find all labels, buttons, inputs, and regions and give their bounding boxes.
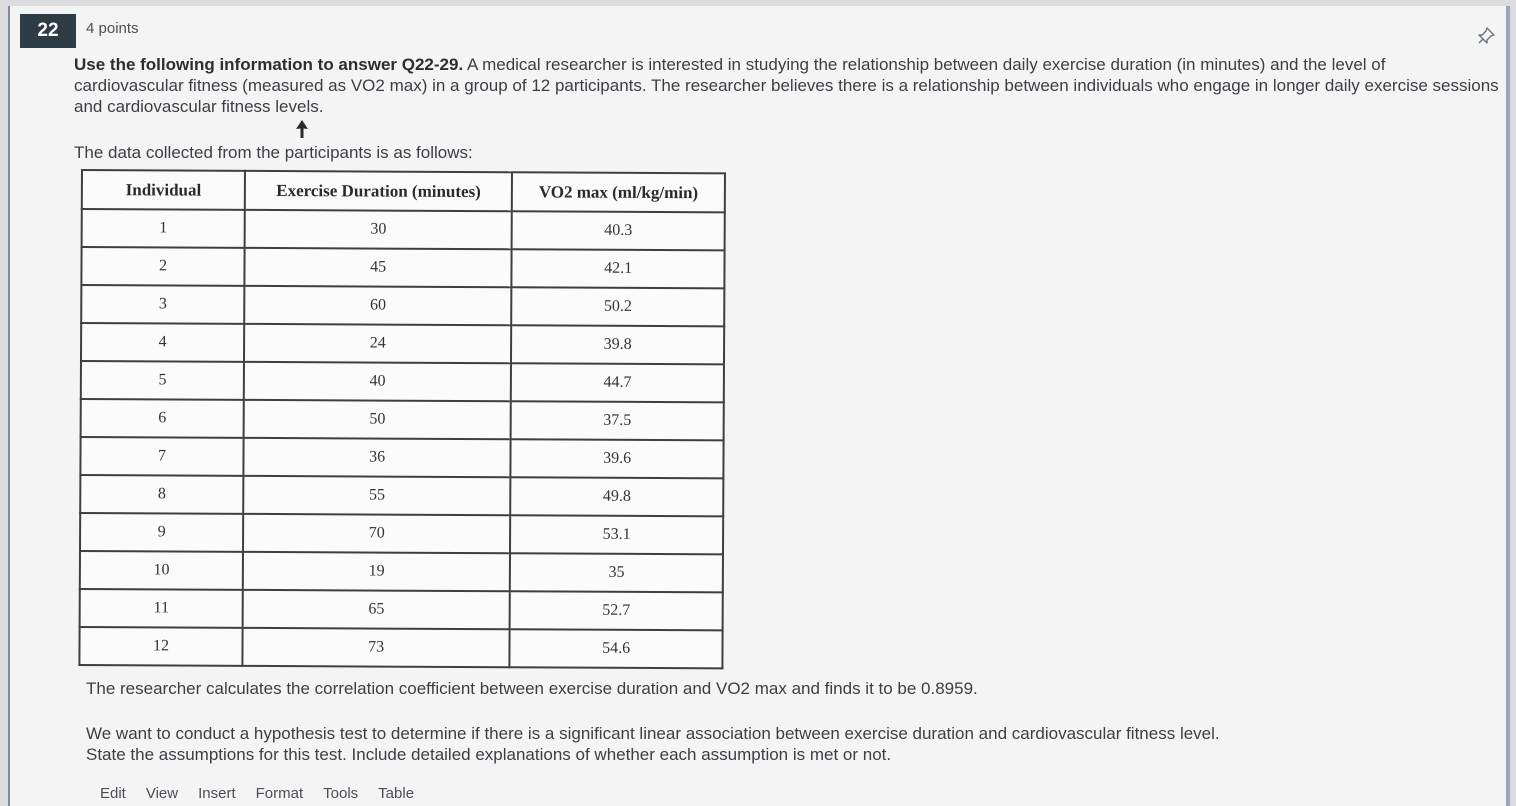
table-row: [81, 247, 724, 288]
cell-vo2: 40.3: [512, 211, 725, 250]
question-intro-text: A medical researcher is interested in studying the relationship between daily exercise duration (in minutes) and the level of cardiovascular fitness (measured as VO2 max) in a group of 12 participants. The researcher believes there is a relationship between individuals who engage in longer daily exercise sessions and cardiovascular fitness levels.: [74, 55, 1499, 116]
cell-vo2: 54.6: [510, 629, 723, 668]
table-header-row: [82, 170, 725, 212]
table-row: [80, 551, 723, 592]
table-row: [80, 589, 723, 630]
cell-vo2: 50.2: [511, 287, 724, 326]
cell-individual: 11: [80, 589, 243, 628]
menu-edit[interactable]: Edit: [100, 785, 126, 802]
cell-individual: 9: [80, 513, 243, 552]
cell-duration: 40: [244, 362, 511, 401]
cell-individual: 10: [80, 551, 243, 590]
question-number-badge: 22: [20, 14, 76, 48]
header-individual: Individual: [82, 170, 245, 210]
question-intro: [74, 54, 1499, 117]
cell-individual: 6: [81, 399, 244, 438]
cell-vo2: 37.5: [511, 401, 724, 440]
cell-individual: 7: [80, 437, 243, 476]
cell-duration: 19: [243, 552, 510, 591]
mouse-cursor-icon: [294, 119, 310, 139]
cell-duration: 73: [243, 628, 510, 667]
cell-individual: 1: [82, 209, 245, 248]
cell-individual: 3: [81, 285, 244, 324]
menu-format[interactable]: Format: [255, 785, 304, 802]
table-caption: The data collected from the participants is as follows:: [74, 143, 473, 162]
cell-individual: 8: [80, 475, 243, 514]
task-line-2: State the assumptions for this test. Include detailed explanations of whether each assumption is met or not.: [86, 745, 892, 764]
table-row: [81, 361, 724, 402]
question-points: 4 points: [86, 20, 139, 37]
table-row: [82, 209, 725, 250]
editor-menubar: [100, 785, 414, 802]
menu-view[interactable]: View: [145, 785, 179, 802]
table-row: [81, 323, 724, 364]
table-row: [81, 285, 724, 326]
cell-vo2: 39.8: [511, 325, 724, 364]
table-row: [80, 437, 723, 478]
cell-duration: 55: [243, 476, 510, 515]
menu-table[interactable]: Table: [378, 785, 415, 802]
cell-individual: 12: [79, 627, 242, 666]
cell-vo2: 44.7: [511, 363, 724, 402]
pin-icon[interactable]: [1476, 26, 1496, 46]
cell-duration: 36: [244, 438, 511, 477]
cell-vo2: 42.1: [512, 249, 725, 288]
table-row: [80, 513, 723, 554]
cell-duration: 45: [245, 248, 512, 287]
cell-individual: 5: [81, 361, 244, 400]
correlation-statement: The researcher calculates the correlation coefficient between exercise duration and VO2 max and finds it to be 0.8959.: [86, 679, 978, 698]
cell-individual: 2: [81, 247, 244, 286]
table-row: [79, 627, 722, 668]
cell-duration: 50: [244, 400, 511, 439]
cell-duration: 70: [243, 514, 510, 553]
menu-tools[interactable]: Tools: [323, 785, 359, 802]
cell-vo2: 52.7: [510, 591, 723, 630]
cell-individual: 4: [81, 323, 244, 362]
question-panel: [8, 6, 1510, 806]
data-table: [78, 169, 726, 669]
table-row: [81, 399, 724, 440]
menu-insert[interactable]: Insert: [198, 785, 236, 802]
table-row: [80, 475, 723, 516]
cell-vo2: 49.8: [510, 477, 723, 516]
cell-duration: 30: [245, 210, 512, 249]
cell-duration: 65: [243, 590, 510, 629]
question-intro-bold: Use the following information to answer Q22-29.: [74, 55, 464, 74]
cell-duration: 60: [244, 286, 511, 325]
header-vo2-max: VO2 max (ml/kg/min): [512, 172, 725, 212]
cell-duration: 24: [244, 324, 511, 363]
task-line-1: We want to conduct a hypothesis test to determine if there is a significant linear association between exercise duration and cardiovascular fitness level.: [86, 724, 1220, 743]
cell-vo2: 53.1: [510, 515, 723, 554]
task-prompt: [86, 723, 1220, 765]
cell-vo2: 35: [510, 553, 723, 592]
cell-vo2: 39.6: [511, 439, 724, 478]
header-exercise-duration: Exercise Duration (minutes): [245, 171, 512, 211]
